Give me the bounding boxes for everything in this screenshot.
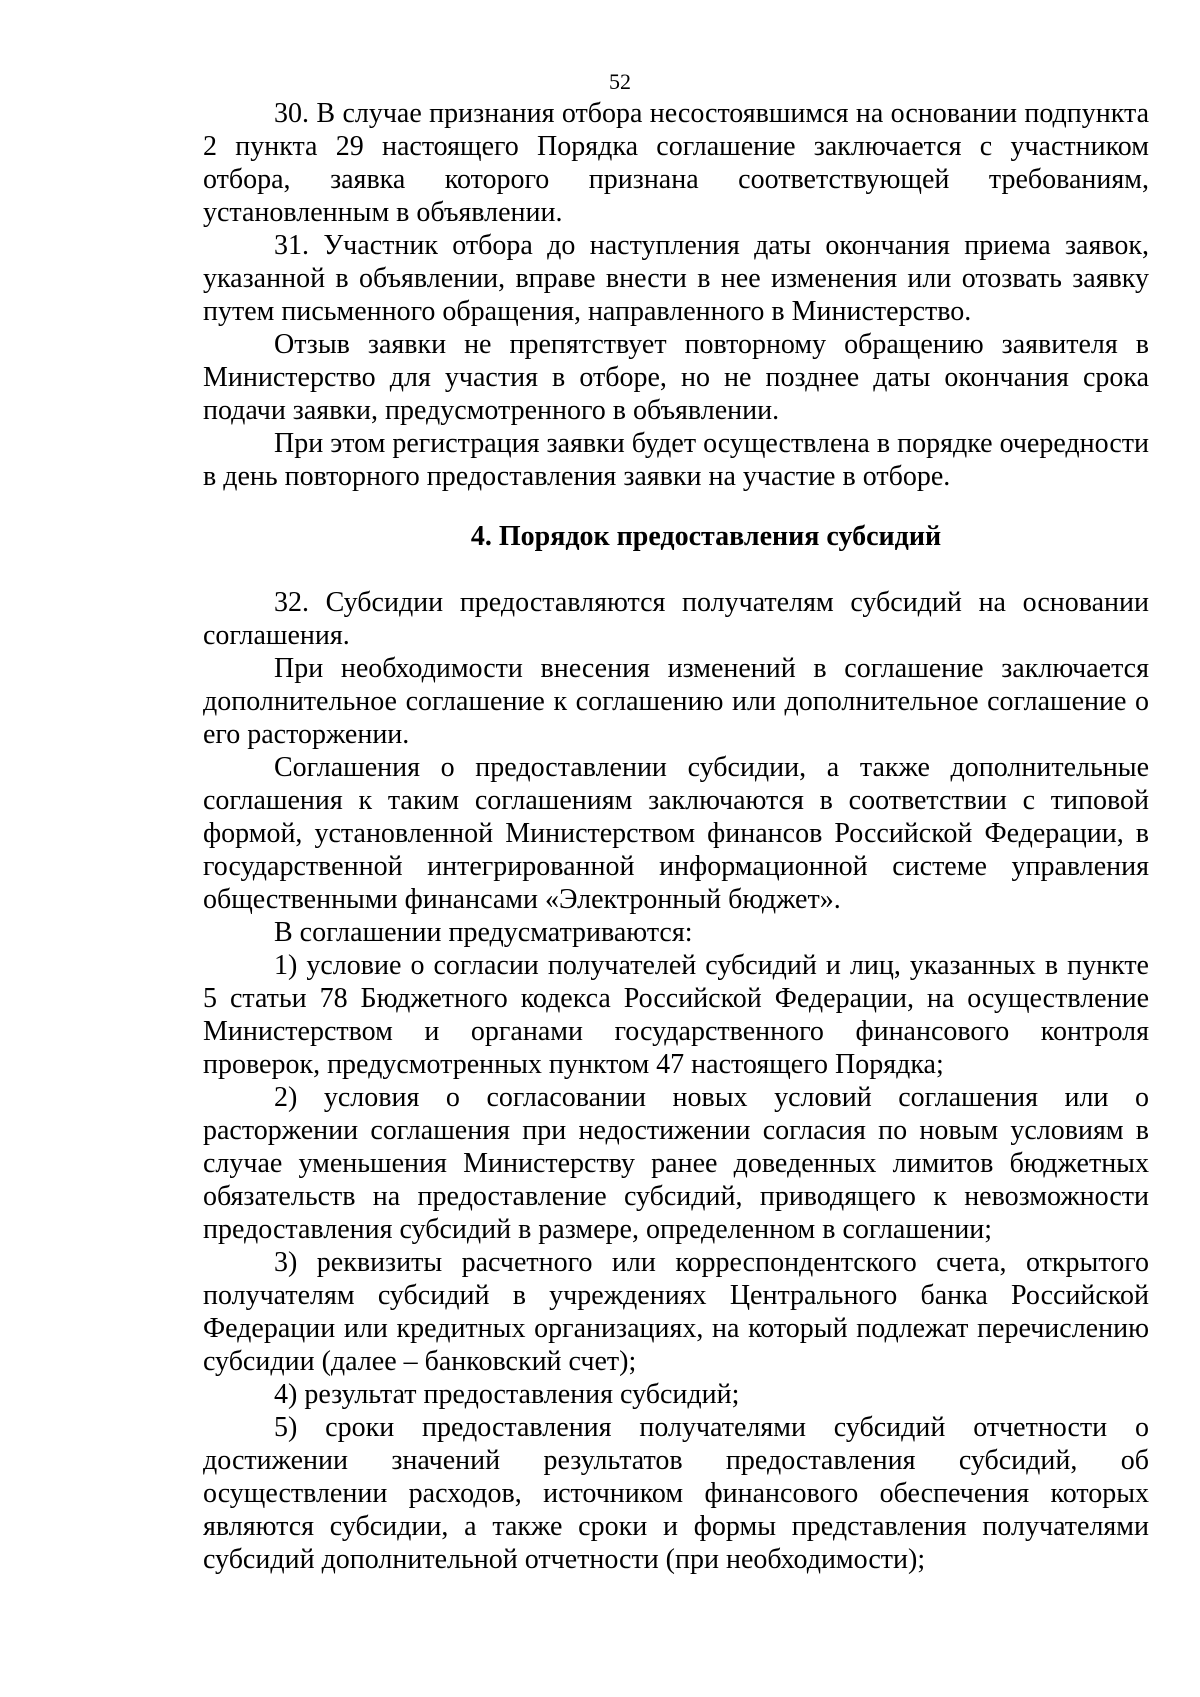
list-item-2: 2) условия о согласовании новых условий соглашения или о расторжении соглашения при недостижении согласия по новым условиям в случае уменьшения Министерству ранее доведенных лимитов бюджетных обязательств на предоставление субсидий, приводящего к невозможности предоставления субсидий в размере, определенном в соглашении;	[203, 1082, 1149, 1245]
paragraph-32: 32. Субсидии предоставляются получателям субсидий на основании соглашения.	[203, 587, 1149, 651]
paragraph-agreement-form: Соглашения о предоставлении субсидии, а также дополнительные соглашения к таким соглашениям заключаются в соответствии с типовой формой, установленной Министерством финансов Российской Федерации, в государственной интегрированной информационной системе управления общественными финансами «Электронный бюджет».	[203, 752, 1149, 915]
list-item-3: 3) реквизиты расчетного или корреспондентского счета, открытого получателям субсидий в учреждениях Центрального банка Российской Федерации или кредитных организациях, на который подлежат перечислению субсидии (далее – банковский счет);	[203, 1247, 1149, 1377]
paragraph-amendments: При необходимости внесения изменений в соглашение заключается дополнительное соглашение к соглашению или дополнительное соглашение о его расторжении.	[203, 653, 1149, 750]
paragraph-withdrawal: Отзыв заявки не препятствует повторному обращению заявителя в Министерство для участия в отборе, но не позднее даты окончания срока подачи заявки, предусмотренного в объявлении.	[203, 329, 1149, 426]
spacer	[203, 553, 1149, 586]
spacer	[203, 493, 1149, 520]
list-item-1: 1) условие о согласии получателей субсидий и лиц, указанных в пункте 5 статьи 78 Бюджетного кодекса Российской Федерации, на осуществление Министерством и органами государственного финансового контроля проверок, предусмотренных пунктом 47 настоящего Порядка;	[203, 950, 1149, 1080]
list-item-4: 4) результат предоставления субсидий;	[274, 1379, 740, 1410]
section-heading: 4. Порядок предоставления субсидий	[470, 521, 942, 552]
paragraph-registration: При этом регистрация заявки будет осуществлена в порядке очередности в день повторного предоставления заявки на участие в отборе.	[203, 428, 1149, 492]
document-body	[203, 97, 1149, 1576]
paragraph-30: 30. В случае признания отбора несостоявшимся на основании подпункта 2 пункта 29 настоящего Порядка соглашение заключается с участником отбора, заявка которого признана соответствующей требованиям, установленным в объявлении.	[203, 98, 1149, 228]
page-number: 52	[609, 69, 631, 94]
paragraph-agreement-provisions: В соглашении предусматриваются:	[274, 917, 693, 948]
paragraph-31: 31. Участник отбора до наступления даты окончания приема заявок, указанной в объявлении, вправе внести в нее изменения или отозвать заявку путем письменного обращения, направленного в Министерство.	[203, 230, 1149, 327]
list-item-5: 5) сроки предоставления получателями субсидий отчетности о достижении значений результатов предоставления субсидий, об осуществлении расходов, источником финансового обеспечения которых являются субсидии, а также сроки и формы представления получателями субсидий дополнительной отчетности (при необходимости);	[203, 1412, 1149, 1575]
